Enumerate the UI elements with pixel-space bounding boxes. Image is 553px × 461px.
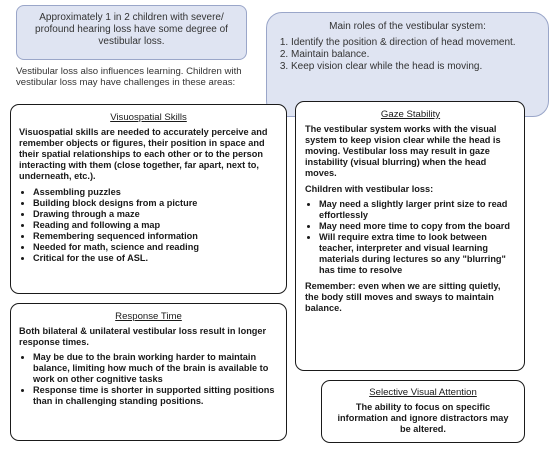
response-time-title: Response Time xyxy=(115,311,182,322)
visuospatial-description: Visuospatial skills are needed to accurately perceive and remember objects or figures, their position in space and their spatial relationships to each other or to the person interacting with them (close together, far apart, next to, underneath, etc.). xyxy=(19,127,268,181)
response-time-description: Both bilateral & unilateral vestibular loss result in longer response times. xyxy=(19,326,267,347)
gaze-stability-description: The vestibular system works with the visual system to keep vision clear while the head is moving. Vestibular loss may result in gaze instability (visual blurring) when the head moves. xyxy=(305,124,501,178)
vestibular-roles-list xyxy=(279,37,536,73)
list-item: • Building block designs from a picture xyxy=(33,198,278,209)
list-item: • May need a slightly larger print size to read effortlessly xyxy=(319,199,516,221)
gaze-stability-subheading: Children with vestibular loss: xyxy=(305,184,434,194)
visuospatial-title: Visuospatial Skills xyxy=(110,112,187,123)
hearing-loss-callout xyxy=(16,5,247,60)
list-item: • May be due to the brain working harder to maintain balance, limiting how much of the brain is available to work on other cognitive tasks xyxy=(33,352,278,385)
hearing-loss-text: Approximately 1 in 2 children with severe/ profound hearing loss have some degree of vestibular loss. xyxy=(35,12,228,47)
selective-attention-card xyxy=(321,380,525,443)
selective-attention-description: The ability to focus on specific information and ignore distractors may be altered. xyxy=(337,402,509,434)
gaze-stability-card xyxy=(295,101,525,371)
list-item: • May need more time to copy from the board xyxy=(319,221,516,232)
response-time-list xyxy=(19,352,278,407)
gaze-stability-title: Gaze Stability xyxy=(380,109,441,120)
gaze-stability-list xyxy=(305,199,516,276)
intro-text xyxy=(16,66,264,88)
vestibular-roles-title: Main roles of the vestibular system: xyxy=(329,21,486,32)
list-item: • Assembling puzzles xyxy=(33,187,278,198)
list-item: • Response time is shorter in supported sitting positions than in challenging standing positions. xyxy=(33,385,278,407)
gaze-stability-remember: Remember: even when we are sitting quietly, the body still moves and sways to maintain balance. xyxy=(305,281,501,313)
list-item: • Critical for the use of ASL. xyxy=(33,253,278,264)
response-time-card xyxy=(10,303,287,441)
list-item: • Remembering sequenced information xyxy=(33,231,278,242)
intro-paragraph: Vestibular loss also influences learning. Children with vestibular loss may have challenges in these areas: xyxy=(16,66,242,88)
list-item: 2. Maintain balance. xyxy=(291,49,536,61)
list-item: • Will require extra time to look between teacher, interpreter and visual learning materials during lectures so any "blurring" has time to resolve xyxy=(319,232,516,276)
list-item: 1. Identify the position & direction of head movement. xyxy=(291,37,536,49)
visuospatial-card xyxy=(10,104,287,294)
list-item: 3. Keep vision clear while the head is moving. xyxy=(291,61,536,73)
visuospatial-list xyxy=(19,187,278,264)
list-item: • Reading and following a map xyxy=(33,220,278,231)
selective-attention-title: Selective Visual Attention xyxy=(369,387,477,398)
list-item: • Needed for math, science and reading xyxy=(33,242,278,253)
list-item: • Drawing through a maze xyxy=(33,209,278,220)
